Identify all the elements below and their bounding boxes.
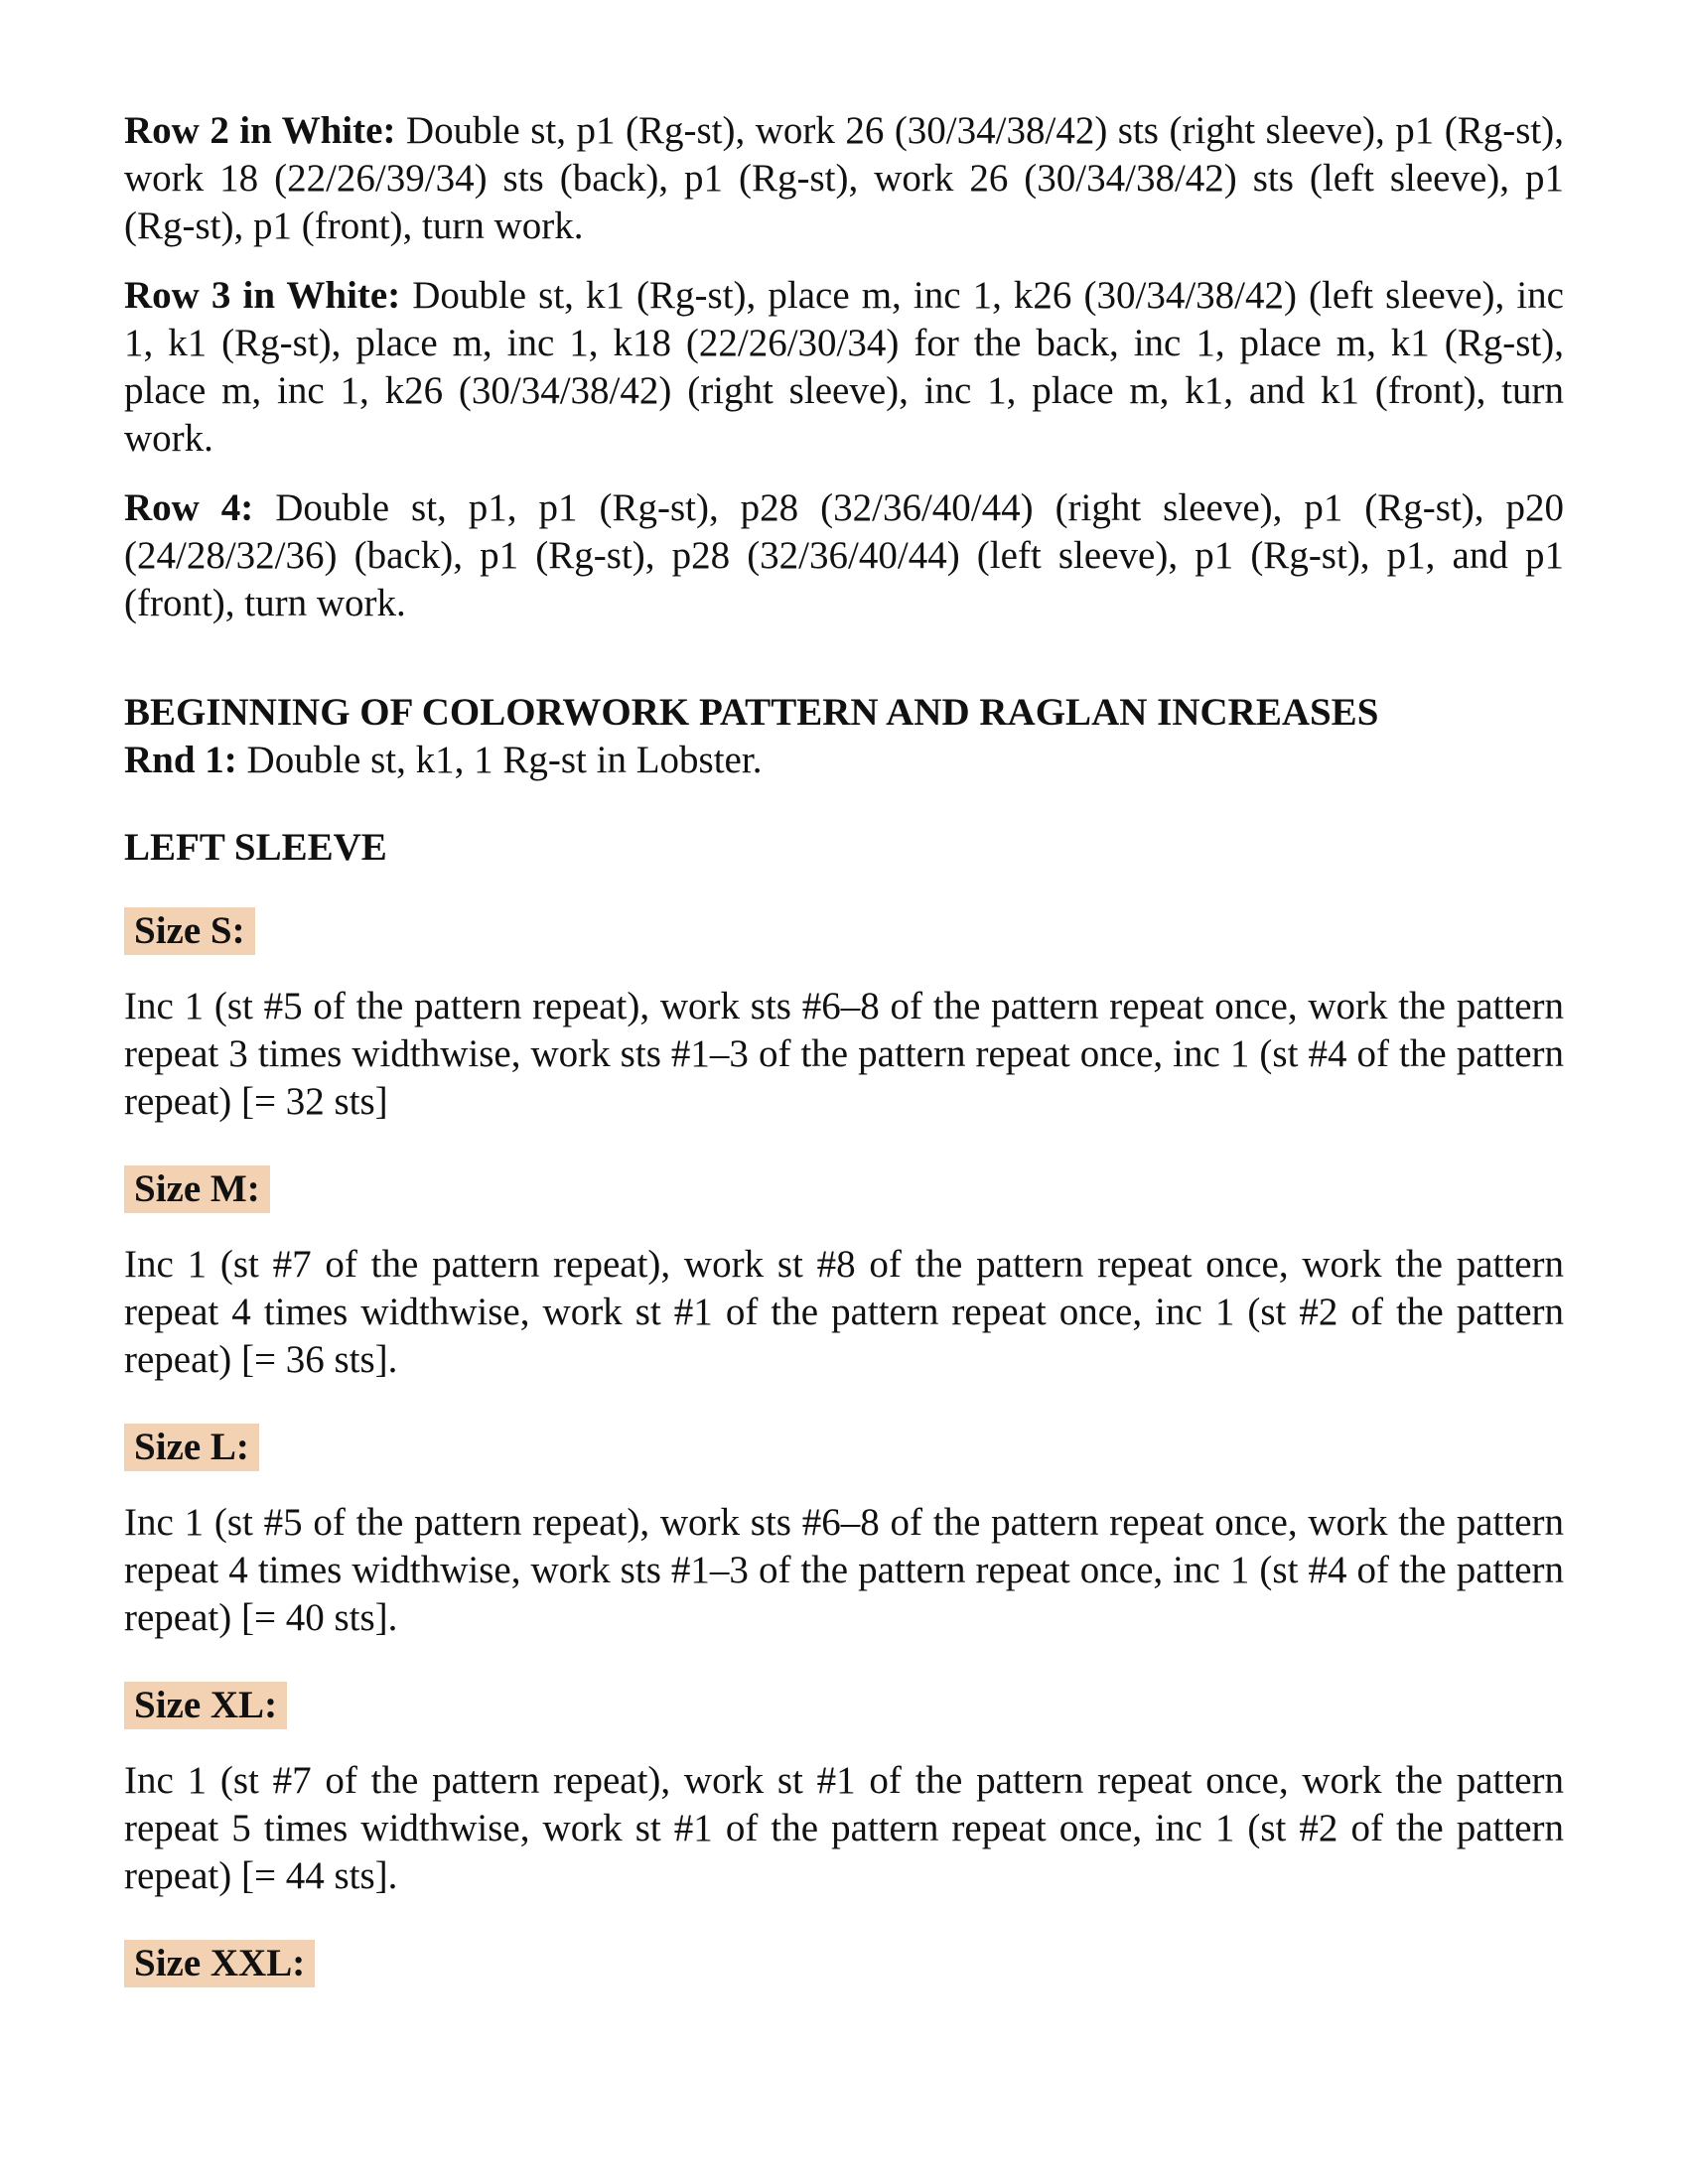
row-4-lead: Row 4: — [124, 486, 254, 529]
rnd-1-lead: Rnd 1: — [124, 739, 237, 781]
rnd-1-text: Double st, k1, 1 Rg-st in Lobster. — [236, 739, 763, 781]
size-l-block — [124, 1424, 1564, 1642]
row-2-lead: Row 2 in White: — [124, 109, 396, 152]
size-xl-text: Inc 1 (st #7 of the pattern repeat), work st #1 of the pattern repeat once, work the pattern repeat 5 times widthwise, work st #1 of the pattern repeat once, inc 1 (st #2 of the pattern repeat) [= 44 sts]. — [124, 1759, 1564, 1897]
size-xl-label: Size XL: — [124, 1682, 287, 1729]
size-xxl-block — [124, 1940, 1564, 2015]
size-s-text: Inc 1 (st #5 of the pattern repeat), work sts #6–8 of the pattern repeat once, work the pattern repeat 3 times widthwise, work sts #1–3 of the pattern repeat once, inc 1 (st #4 of the pattern repeat) [= 32 sts] — [124, 985, 1564, 1123]
row-4-text: Double st, p1, p1 (Rg-st), p28 (32/36/40/44) (right sleeve), p1 (Rg-st), p20 (24/28/32/36) (back), p1 (Rg-st), p28 (32/36/40/44) (left sleeve), p1 (Rg-st), p1, and p1 (front), turn work. — [124, 486, 1564, 624]
row-3-text: Double st, k1 (Rg-st), place m, inc 1, k26 (30/34/38/42) (left sleeve), inc 1, k1 (Rg-st), place m, inc 1, k18 (22/26/30/34) for the back, inc 1, place m, k1 (Rg-st), place m, inc 1, k26 (30/34/38/42) (right sleeve), inc 1, place m, k1, and k1 (front), turn work. — [124, 274, 1564, 460]
size-s-label: Size S: — [124, 907, 255, 955]
left-sleeve-heading: LEFT SLEEVE — [124, 826, 387, 869]
row-4-paragraph — [124, 484, 1564, 627]
colorwork-heading: BEGINNING OF COLORWORK PATTERN AND RAGLAN INCREASES — [124, 691, 1379, 734]
size-l-label: Size L: — [124, 1424, 259, 1471]
size-l-text: Inc 1 (st #5 of the pattern repeat), work sts #6–8 of the pattern repeat once, work the pattern repeat 4 times widthwise, work sts #1–3 of the pattern repeat once, inc 1 (st #4 of the pattern repeat) [= 40 sts]. — [124, 1501, 1564, 1639]
size-s-block — [124, 907, 1564, 1126]
rnd-1-paragraph — [124, 737, 1564, 784]
size-xxl-label: Size XXL: — [124, 1940, 315, 1987]
row-2-paragraph — [124, 107, 1564, 250]
size-m-block — [124, 1165, 1564, 1384]
size-m-text: Inc 1 (st #7 of the pattern repeat), work st #8 of the pattern repeat once, work the pattern repeat 4 times widthwise, work st #1 of the pattern repeat once, inc 1 (st #2 of the pattern repeat) [= 36 sts]. — [124, 1243, 1564, 1381]
size-xl-block — [124, 1682, 1564, 1900]
row-3-lead: Row 3 in White: — [124, 274, 401, 317]
row-2-text: Double st, p1 (Rg-st), work 26 (30/34/38/42) sts (right sleeve), p1 (Rg-st), work 18 (22/26/39/34) sts (back), p1 (Rg-st), work 26 (30/34/38/42) sts (left sleeve), p1 (Rg-st), p1 (front), turn work. — [124, 109, 1564, 247]
document-page — [124, 107, 1564, 2055]
row-3-paragraph — [124, 272, 1564, 463]
size-m-label: Size M: — [124, 1165, 270, 1213]
